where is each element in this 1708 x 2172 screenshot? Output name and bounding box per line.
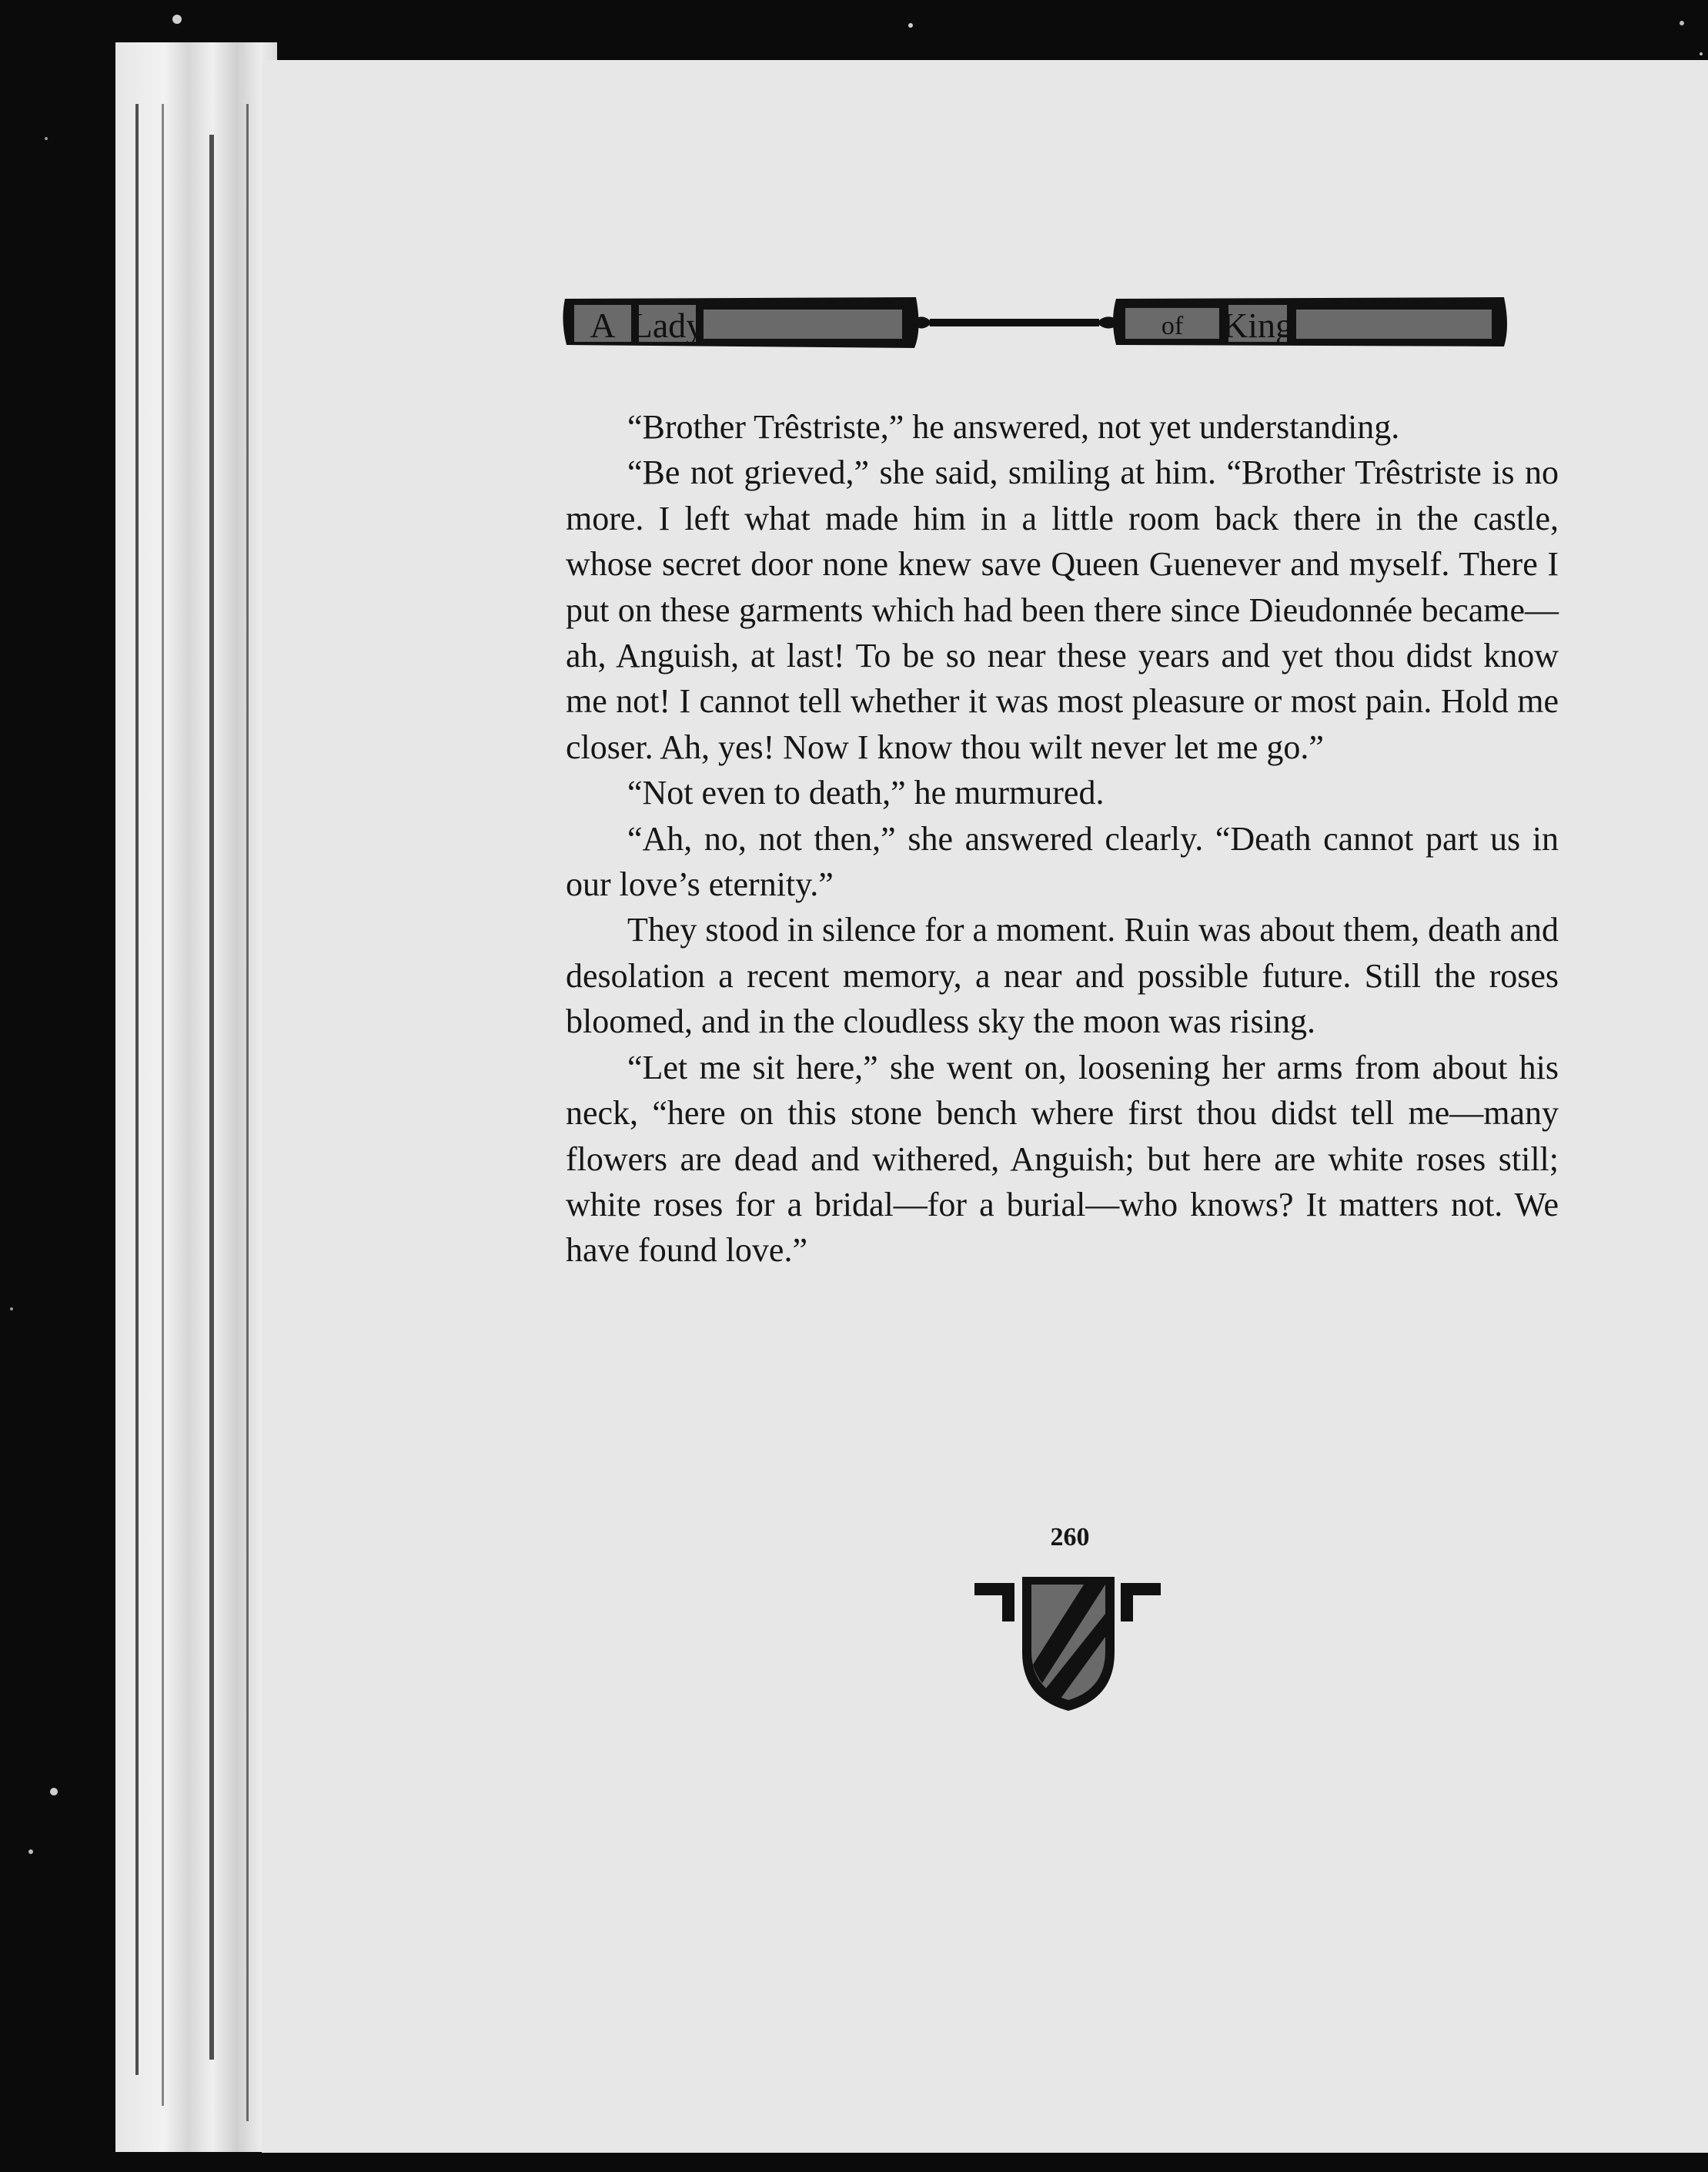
head-word-lady: Lady [630,306,704,345]
paragraph: They stood in silence for a moment. Ruin was about them, death and desolation a recent memory, a near and possible future. Still the roses bloomed, and in the cloudless sky the moon was rising. [566,911,1559,1041]
paragraph: “Brother Trêstriste,” he answered, not yet understanding. [627,408,1400,446]
page-number: 260 [1050,1523,1090,1551]
paragraph: “Not even to death,” he murmured. [627,774,1105,812]
paragraph: “Be not grieved,” she said, smiling at him. “Brother Trêstriste is no more. I left what made him in a little room back there in the castle, whose secret door none knew save Queen Guenever and myself. There I put on these garments which had been there since Dieudonnée became—ah, Anguish, at last! To be so near these years and yet thou didst know me not! I cannot tell whether it was most pleasure or most pain. Hold me closer. Ah, yes! Now I know thou wilt never let me go.” [566,453,1559,766]
head-word-king: King [1222,306,1293,345]
head-word-a: A [590,306,616,345]
paragraph: “Let me sit here,” she went on, loosening her arms from about his neck, “here on this stone bench where first thou didst tell me—many flowers are dead and withered, Anguish; but here are white roses still; white roses for a bridal—for a burial—who knows? It matters not. We have found love.” [566,1048,1559,1270]
paragraph: “Ah, no, not then,” she answered clearly. “Death cannot part us in our love’s eternity.” [566,819,1559,904]
head-word-of: of [1161,312,1184,340]
